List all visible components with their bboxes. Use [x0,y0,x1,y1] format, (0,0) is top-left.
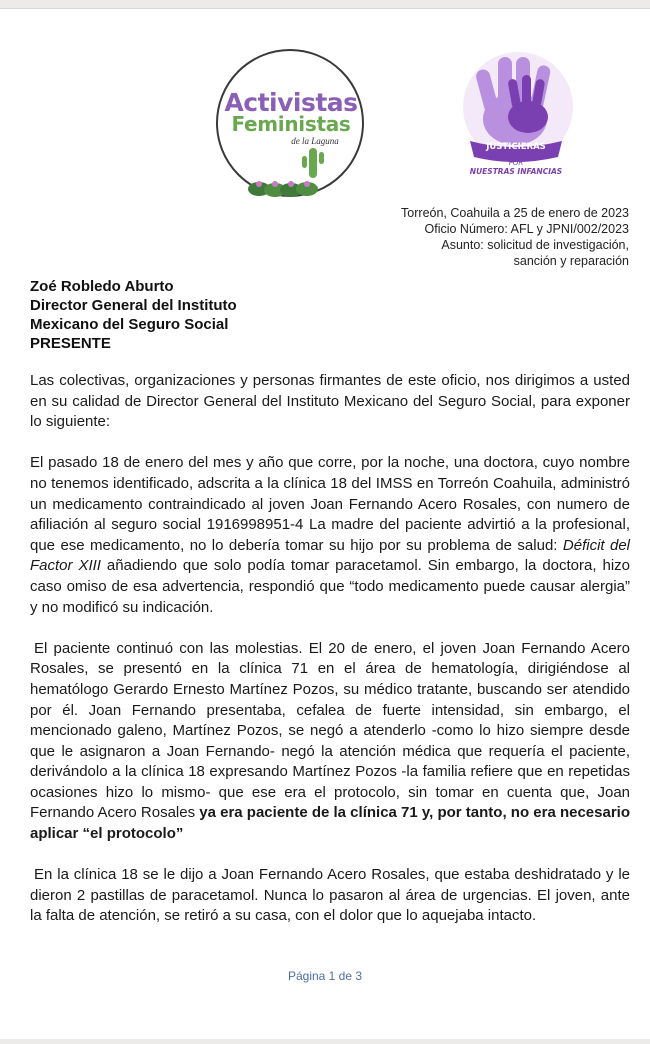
addressee-block [30,277,237,353]
diagnosis-italic: Déficit del Factor XIII [30,536,631,575]
addressee-name: Zoé Robledo Aburto [30,278,174,295]
logo-right-line2: POR [508,159,524,167]
paragraph-intro: Las colectivas, organizaciones y personas firmantes de este oficio, nos dirigimos a usted en su calidad de Director General del Instituto Mexicano del Seguro Social, para exponer lo siguiente: [30,372,630,431]
addressee-role-line2: Mexicano del Seguro Social [30,316,229,333]
logo-right-line3: NUESTRAS INFANCIAS [469,167,563,176]
paragraph-hematology-text: El paciente continuó con las molestias. El 20 de enero, el joven Joan Fernando Acero Rosales, se presentó en la clínica 71 en el área de hematología, dirigiéndose al hematólogo Gerardo Ernesto Martínez Pozos, su médico tratante, buscando ser atendido por él. Joan Fernando presentaba, cefalea de fuerte intensidad, sin embargo, el mencionado galeno, Martínez Pozos, se negó a atenderlo -como lo hizo siempre desde que le asignaron a Joan Fernando- negó la atención médica que requería el paciente, derivándolo a la clínica 18 expresando Martínez Pozos -la familia refiere que en repetidas ocasiones hizo lo mismo- que ese era el protocolo, sin tomar en cuenta que, Joan Fernando Acero Rosales [30,639,630,822]
asunto-line2: sanción y reparación [513,254,629,268]
logo-right-line1: JUSTICIERAS [486,142,546,152]
addressee-presente: PRESENTE [30,335,111,352]
justicieras-logo [440,49,590,189]
paragraph-incident-text-b: añadiendo que solo podía tomar paracetamol. Sin embargo, la doctora, hizo caso omiso de esa advertencia, respondió que “todo medicamento puede causar alergia” y no modificó su indicación. [30,557,630,616]
paragraph-hematology [30,639,630,845]
activistas-feministas-logo [213,46,368,201]
paragraph-hematology-bold: ya era paciente de la clínica 71 y, por tanto, no era necesario aplicar “el protocolo” [30,804,631,843]
logo-left-line1: Activistas [224,88,358,117]
place-date: Torreón, Coahuila a 25 de enero de 2023 [401,206,629,220]
letter-body [30,371,630,927]
logo-left-line2: Feministas [231,112,351,136]
page-number: Página 1 de 3 [287,969,363,983]
document-page [0,8,650,1039]
document-meta [269,205,629,269]
addressee-role-line1: Director General del Instituto [30,297,237,314]
oficio-number: Oficio Número: AFL y JPNI/002/2023 [424,222,629,236]
paragraph-clinic18: En la clínica 18 se le dijo a Joan Fernando Acero Rosales, que estaba deshidratado y le dieron 2 pastillas de paracetamol. Nunca lo pasaron al área de urgencias. El joven, ante la falta de atención, se retiró a su casa, con el dolor que lo aquejaba intacto. [30,866,630,925]
logo-left-line3: de la Laguna [291,136,339,146]
paragraph-incident-text-a: El pasado 18 de enero del mes y año que corre, por la noche, una doctora, cuyo nombre no tenemos identificado, adscrita a la clínica 18 del IMSS en Torreón Coahuila, administró un medicamento contraindicado al joven Joan Fernando Acero Rosales, con numero de afiliación al seguro social 1916998951-4 La madre del paciente advirtió a la profesional, que ese medicamento, no lo debería tomar su hijo por su problema de salud: [30,454,630,554]
paragraph-incident [30,453,630,618]
asunto-line1: Asunto: solicitud de investigación, [441,238,629,252]
